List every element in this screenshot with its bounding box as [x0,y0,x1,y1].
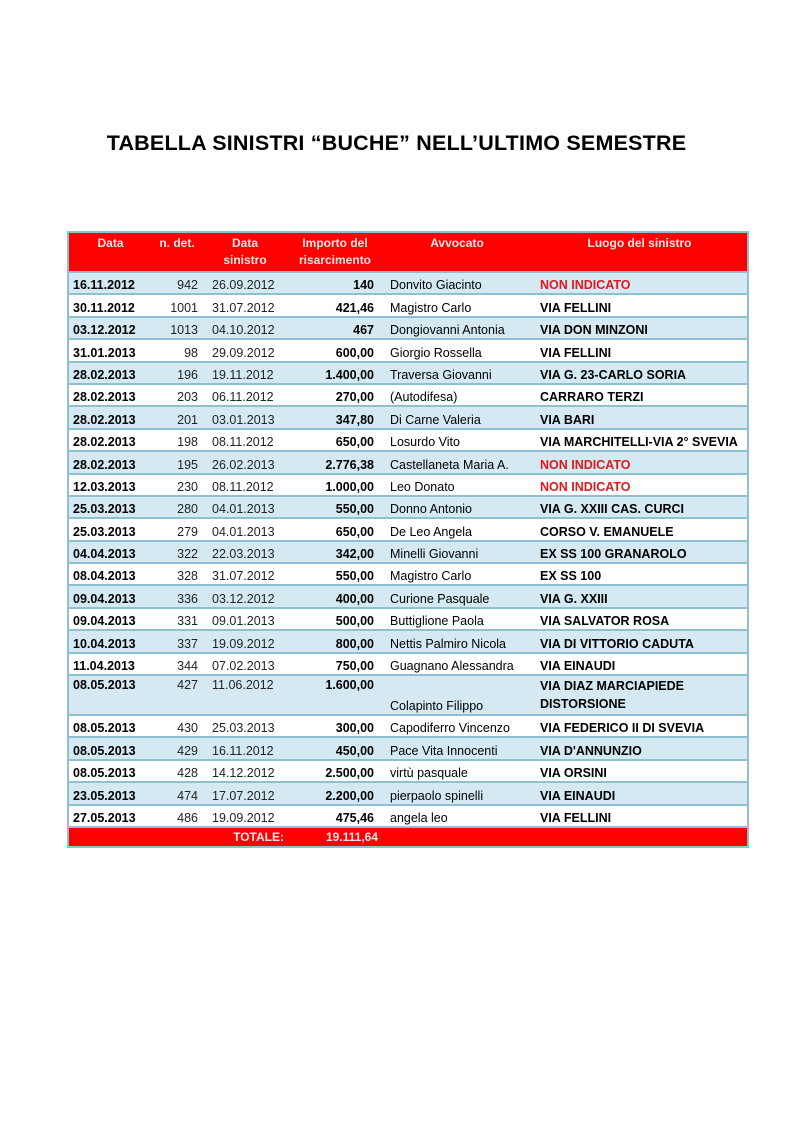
cell-importo: 550,00 [288,563,382,585]
cell-data: 08.05.2013 [68,715,152,737]
header-data-sinistro: Data sinistro [202,232,288,272]
cell-data: 10.04.2013 [68,630,152,652]
cell-n-det: 344 [152,653,202,675]
cell-importo: 475,46 [288,805,382,827]
cell-data: 25.03.2013 [68,496,152,518]
header-n-det: n. det. [152,232,202,272]
total-label: TOTALE: [202,827,288,847]
cell-luogo: VIA G. 23-CARLO SORIA [532,362,748,384]
cell-luogo: VIA D'ANNUNZIO [532,737,748,759]
cell-data-sinistro: 11.06.2012 [202,675,288,715]
cell-n-det: 942 [152,272,202,294]
cell-data-sinistro: 26.02.2013 [202,451,288,473]
cell-luogo: CARRARO TERZI [532,384,748,406]
cell-importo: 550,00 [288,496,382,518]
table-row [68,317,748,339]
cell-importo: 2.200,00 [288,782,382,804]
total-empty-cell [382,827,532,847]
cell-avvocato: Magistro Carlo [382,563,532,585]
cell-avvocato: Colapinto Filippo [382,675,532,715]
table-row [68,585,748,607]
cell-importo: 600,00 [288,339,382,361]
cell-avvocato: Buttiglione Paola [382,608,532,630]
cell-data-sinistro: 19.11.2012 [202,362,288,384]
cell-data: 03.12.2012 [68,317,152,339]
cell-luogo: VIA FELLINI [532,294,748,316]
cell-data-sinistro: 08.11.2012 [202,429,288,451]
cell-luogo: EX SS 100 [532,563,748,585]
table-row [68,541,748,563]
cell-data: 08.04.2013 [68,563,152,585]
table-row [68,805,748,827]
cell-n-det: 430 [152,715,202,737]
table-row [68,339,748,361]
cell-data-sinistro: 07.02.2013 [202,653,288,675]
cell-data-sinistro: 17.07.2012 [202,782,288,804]
cell-importo: 1.600,00 [288,675,382,715]
cell-avvocato: Giorgio Rossella [382,339,532,361]
table-row [68,760,748,782]
cell-avvocato: pierpaolo spinelli [382,782,532,804]
cell-data: 11.04.2013 [68,653,152,675]
cell-importo: 270,00 [288,384,382,406]
cell-n-det: 427 [152,675,202,715]
cell-avvocato: Traversa Giovanni [382,362,532,384]
cell-n-det: 203 [152,384,202,406]
cell-n-det: 280 [152,496,202,518]
cell-data-sinistro: 25.03.2013 [202,715,288,737]
cell-avvocato: (Autodifesa) [382,384,532,406]
cell-data-sinistro: 04.10.2012 [202,317,288,339]
cell-n-det: 98 [152,339,202,361]
cell-avvocato: Guagnano Alessandra [382,653,532,675]
cell-luogo: VIA DIAZ MARCIAPIEDE DISTORSIONE [532,675,748,715]
claims-table [67,231,749,848]
cell-avvocato: Nettis Palmiro Nicola [382,630,532,652]
table-row [68,362,748,384]
cell-importo: 750,00 [288,653,382,675]
cell-luogo: VIA MARCHITELLI-VIA 2° SVEVIA [532,429,748,451]
cell-importo: 1.000,00 [288,474,382,496]
total-empty-cell [152,827,202,847]
cell-data-sinistro: 19.09.2012 [202,630,288,652]
cell-data: 16.11.2012 [68,272,152,294]
cell-luogo: NON INDICATO [532,451,748,473]
cell-n-det: 1013 [152,317,202,339]
cell-importo: 400,00 [288,585,382,607]
table-row [68,653,748,675]
cell-data: 28.02.2013 [68,451,152,473]
cell-data-sinistro: 29.09.2012 [202,339,288,361]
cell-n-det: 322 [152,541,202,563]
table-row [68,737,748,759]
table-header-row [68,232,748,272]
header-avvocato: Avvocato [382,232,532,272]
cell-data-sinistro: 31.07.2012 [202,563,288,585]
cell-data-sinistro: 16.11.2012 [202,737,288,759]
table-row [68,272,748,294]
cell-data-sinistro: 22.03.2013 [202,541,288,563]
cell-data-sinistro: 03.12.2012 [202,585,288,607]
header-data: Data [68,232,152,272]
cell-data: 04.04.2013 [68,541,152,563]
cell-avvocato: Minelli Giovanni [382,541,532,563]
cell-avvocato: Pace Vita Innocenti [382,737,532,759]
cell-luogo: VIA SALVATOR ROSA [532,608,748,630]
cell-luogo: VIA FELLINI [532,805,748,827]
cell-avvocato: Losurdo Vito [382,429,532,451]
cell-n-det: 429 [152,737,202,759]
cell-luogo: NON INDICATO [532,272,748,294]
cell-n-det: 428 [152,760,202,782]
table-row [68,608,748,630]
cell-data: 09.04.2013 [68,608,152,630]
cell-luogo: VIA ORSINI [532,760,748,782]
table-row [68,715,748,737]
table-body [68,272,748,827]
cell-luogo: VIA DI VITTORIO CADUTA [532,630,748,652]
cell-importo: 800,00 [288,630,382,652]
cell-avvocato: Curione Pasquale [382,585,532,607]
cell-data-sinistro: 14.12.2012 [202,760,288,782]
cell-n-det: 331 [152,608,202,630]
cell-data: 28.02.2013 [68,429,152,451]
cell-luogo: VIA FEDERICO II DI SVEVIA [532,715,748,737]
cell-n-det: 486 [152,805,202,827]
cell-n-det: 279 [152,518,202,540]
cell-data-sinistro: 08.11.2012 [202,474,288,496]
header-luogo: Luogo del sinistro [532,232,748,272]
cell-data: 12.03.2013 [68,474,152,496]
cell-importo: 342,00 [288,541,382,563]
table-row [68,563,748,585]
table-row [68,630,748,652]
cell-luogo: VIA G. XXIII [532,585,748,607]
total-empty-cell [68,827,152,847]
cell-data: 30.11.2012 [68,294,152,316]
cell-luogo: VIA FELLINI [532,339,748,361]
cell-data: 28.02.2013 [68,362,152,384]
cell-luogo: VIA EINAUDI [532,653,748,675]
cell-data-sinistro: 06.11.2012 [202,384,288,406]
table-row [68,675,748,715]
cell-avvocato: Di Carne Valeria [382,406,532,428]
cell-data-sinistro: 03.01.2013 [202,406,288,428]
cell-avvocato: De Leo Angela [382,518,532,540]
cell-avvocato: Capodiferro Vincenzo [382,715,532,737]
cell-n-det: 196 [152,362,202,384]
cell-importo: 2.500,00 [288,760,382,782]
cell-n-det: 337 [152,630,202,652]
cell-n-det: 328 [152,563,202,585]
cell-data-sinistro: 31.07.2012 [202,294,288,316]
cell-data: 23.05.2013 [68,782,152,804]
cell-data-sinistro: 26.09.2012 [202,272,288,294]
table-row [68,496,748,518]
total-value: 19.111,64 [288,827,382,847]
cell-data-sinistro: 19.09.2012 [202,805,288,827]
cell-luogo: CORSO V. EMANUELE [532,518,748,540]
cell-luogo: VIA DON MINZONI [532,317,748,339]
table-row [68,406,748,428]
cell-data: 08.05.2013 [68,737,152,759]
cell-avvocato: Castellaneta Maria A. [382,451,532,473]
cell-n-det: 474 [152,782,202,804]
table-row [68,384,748,406]
cell-data-sinistro: 04.01.2013 [202,518,288,540]
cell-n-det: 336 [152,585,202,607]
cell-data: 27.05.2013 [68,805,152,827]
cell-importo: 650,00 [288,429,382,451]
cell-n-det: 198 [152,429,202,451]
cell-avvocato: Donno Antonio [382,496,532,518]
table-row [68,518,748,540]
cell-importo: 421,46 [288,294,382,316]
claims-table-container [67,231,747,848]
cell-importo: 450,00 [288,737,382,759]
table-row [68,451,748,473]
cell-luogo: VIA EINAUDI [532,782,748,804]
cell-importo: 500,00 [288,608,382,630]
cell-avvocato: Dongiovanni Antonia [382,317,532,339]
cell-data: 08.05.2013 [68,760,152,782]
header-importo: Importo del risarcimento [288,232,382,272]
cell-avvocato: virtù pasquale [382,760,532,782]
cell-importo: 140 [288,272,382,294]
cell-data-sinistro: 04.01.2013 [202,496,288,518]
cell-importo: 2.776,38 [288,451,382,473]
cell-importo: 467 [288,317,382,339]
table-row [68,429,748,451]
cell-luogo: EX SS 100 GRANAROLO [532,541,748,563]
cell-avvocato: Leo Donato [382,474,532,496]
cell-n-det: 201 [152,406,202,428]
cell-data: 08.05.2013 [68,675,152,715]
cell-data: 09.04.2013 [68,585,152,607]
cell-luogo: VIA G. XXIII CAS. CURCI [532,496,748,518]
cell-importo: 347,80 [288,406,382,428]
cell-avvocato: angela leo [382,805,532,827]
page-title: TABELLA SINISTRI “BUCHE” NELL’ULTIMO SEMESTRE [106,131,687,155]
cell-importo: 1.400,00 [288,362,382,384]
table-row [68,782,748,804]
table-row [68,474,748,496]
cell-luogo: NON INDICATO [532,474,748,496]
cell-avvocato: Donvito Giacinto [382,272,532,294]
cell-importo: 650,00 [288,518,382,540]
cell-data: 28.02.2013 [68,406,152,428]
cell-data-sinistro: 09.01.2013 [202,608,288,630]
total-row [68,827,748,847]
cell-data: 28.02.2013 [68,384,152,406]
cell-avvocato: Magistro Carlo [382,294,532,316]
table-row [68,294,748,316]
cell-data: 31.01.2013 [68,339,152,361]
cell-n-det: 1001 [152,294,202,316]
cell-luogo: VIA BARI [532,406,748,428]
cell-importo: 300,00 [288,715,382,737]
total-empty-cell [532,827,748,847]
cell-data: 25.03.2013 [68,518,152,540]
cell-n-det: 195 [152,451,202,473]
cell-n-det: 230 [152,474,202,496]
